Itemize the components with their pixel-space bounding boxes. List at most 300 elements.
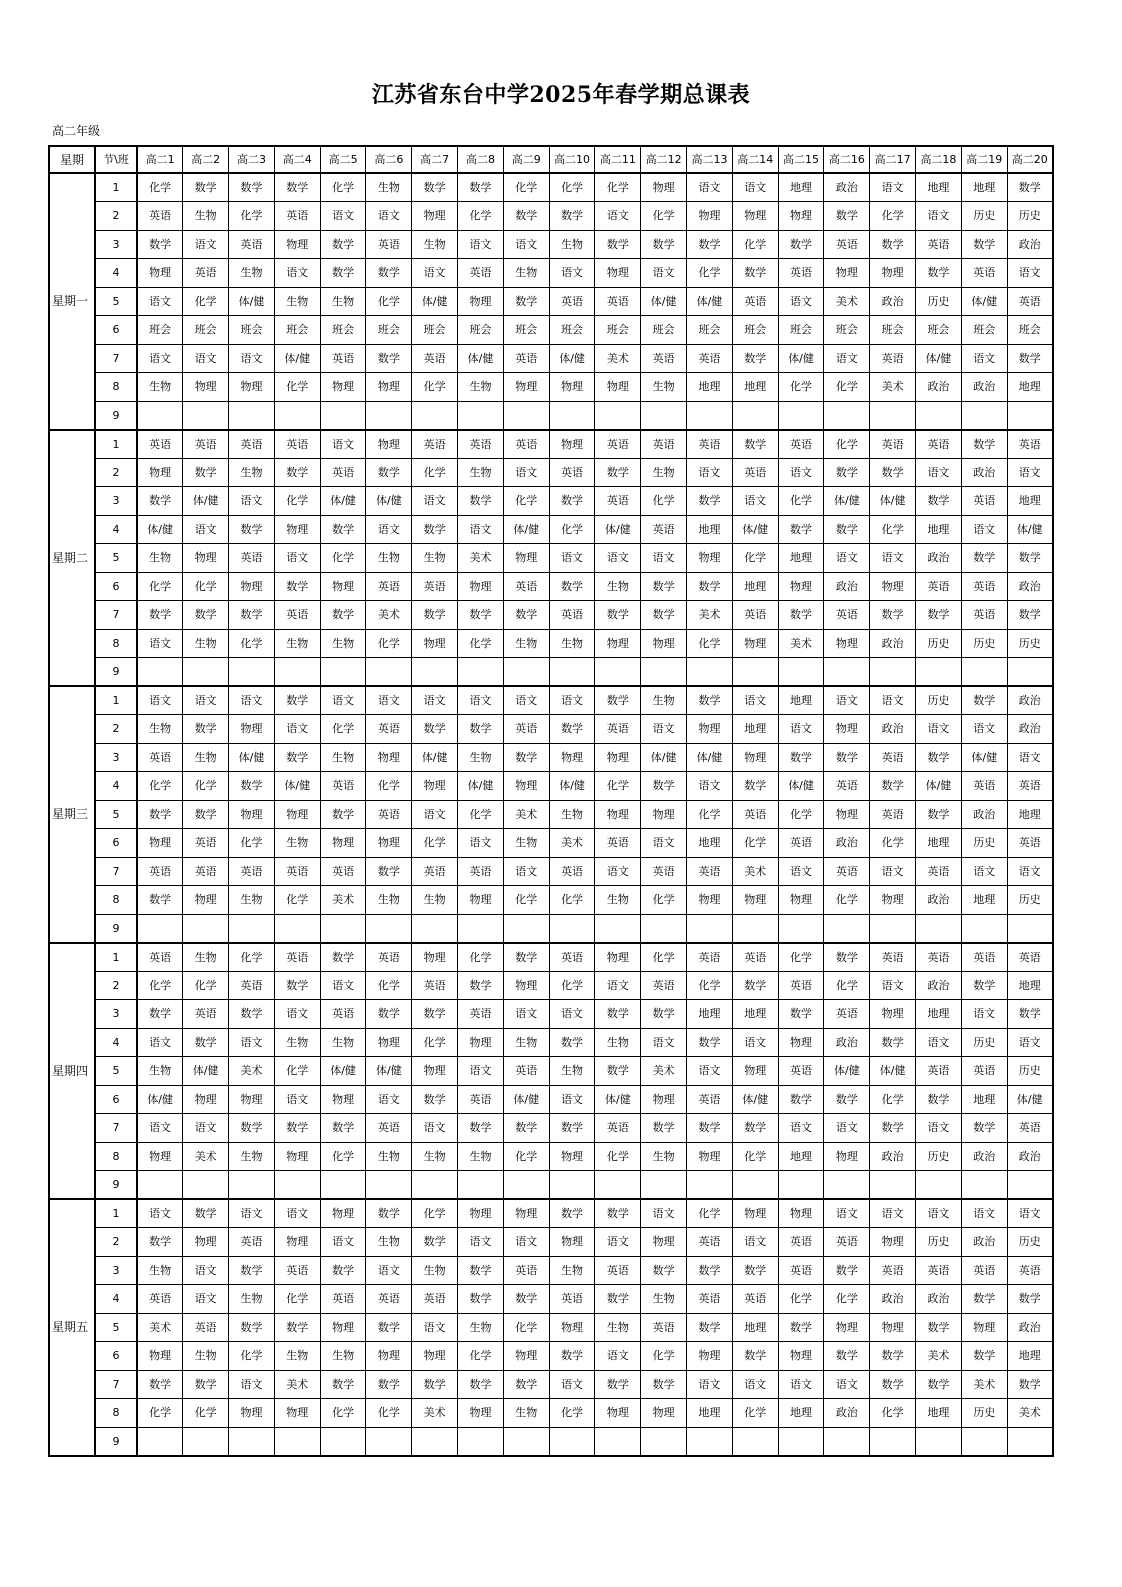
- subject-cell: 语文: [274, 1085, 320, 1114]
- subject-cell: 英语: [366, 715, 412, 744]
- period-row: [49, 886, 1053, 915]
- subject-cell: 化学: [274, 1285, 320, 1314]
- subject-cell: 语文: [549, 1370, 595, 1399]
- subject-cell: 语文: [1007, 857, 1053, 886]
- subject-cell: 数学: [961, 544, 1007, 573]
- subject-cell: 数学: [732, 259, 778, 288]
- subject-cell: 物理: [458, 287, 504, 316]
- subject-cell: 历史: [916, 1142, 962, 1171]
- subject-cell: 英语: [732, 800, 778, 829]
- period-number: 4: [95, 772, 137, 801]
- subject-cell: 化学: [412, 458, 458, 487]
- subject-cell: 英语: [229, 544, 275, 573]
- subject-cell: 数学: [595, 1370, 641, 1399]
- subject-cell: 语文: [961, 1199, 1007, 1228]
- subject-cell: 英语: [320, 458, 366, 487]
- period-row: [49, 914, 1053, 943]
- subject-cell: 数学: [961, 1342, 1007, 1371]
- subject-cell: 语文: [595, 971, 641, 1000]
- subject-cell: 数学: [961, 1285, 1007, 1314]
- subject-cell: 数学: [183, 800, 229, 829]
- subject-cell: 英语: [549, 458, 595, 487]
- subject-cell: 物理: [366, 743, 412, 772]
- subject-cell: 化学: [641, 886, 687, 915]
- subject-cell: [366, 658, 412, 687]
- subject-cell: [824, 658, 870, 687]
- period-number: 1: [95, 943, 137, 972]
- subject-cell: 数学: [732, 344, 778, 373]
- period-number: 9: [95, 914, 137, 943]
- subject-cell: 物理: [320, 829, 366, 858]
- subject-cell: [641, 1171, 687, 1200]
- subject-cell: 语文: [137, 629, 183, 658]
- subject-cell: 生物: [412, 230, 458, 259]
- subject-cell: 美术: [824, 287, 870, 316]
- subject-cell: 英语: [503, 344, 549, 373]
- subject-cell: 语文: [1007, 259, 1053, 288]
- subject-cell: 地理: [732, 715, 778, 744]
- subject-cell: 地理: [916, 173, 962, 202]
- subject-cell: 语文: [824, 344, 870, 373]
- subject-cell: 化学: [870, 1399, 916, 1428]
- subject-cell: 班会: [961, 316, 1007, 345]
- subject-cell: 化学: [412, 829, 458, 858]
- subject-cell: 英语: [824, 1000, 870, 1029]
- subject-cell: [732, 401, 778, 430]
- subject-cell: 语文: [595, 857, 641, 886]
- subject-cell: 英语: [732, 601, 778, 630]
- subject-cell: [137, 1171, 183, 1200]
- subject-cell: 语文: [137, 344, 183, 373]
- subject-cell: 政治: [1007, 230, 1053, 259]
- subject-cell: 物理: [687, 1342, 733, 1371]
- subject-cell: 体/健: [641, 743, 687, 772]
- subject-cell: 物理: [824, 1142, 870, 1171]
- subject-cell: 数学: [137, 601, 183, 630]
- subject-cell: 语文: [549, 1085, 595, 1114]
- subject-cell: 物理: [641, 629, 687, 658]
- subject-cell: 化学: [687, 971, 733, 1000]
- subject-cell: 化学: [595, 173, 641, 202]
- subject-cell: 化学: [778, 943, 824, 972]
- period-row: [49, 1171, 1053, 1200]
- subject-cell: 班会: [778, 316, 824, 345]
- subject-cell: 化学: [641, 487, 687, 516]
- subject-cell: 数学: [641, 1114, 687, 1143]
- subject-cell: 化学: [503, 487, 549, 516]
- subject-cell: 化学: [503, 173, 549, 202]
- period-number: 5: [95, 544, 137, 573]
- subject-cell: 语文: [137, 686, 183, 715]
- subject-cell: 体/健: [1007, 515, 1053, 544]
- subject-cell: 物理: [412, 772, 458, 801]
- subject-cell: 生物: [183, 629, 229, 658]
- subject-cell: 生物: [458, 743, 504, 772]
- subject-cell: 英语: [870, 1256, 916, 1285]
- subject-cell: 美术: [1007, 1399, 1053, 1428]
- subject-cell: 化学: [824, 373, 870, 402]
- period-number: 8: [95, 1399, 137, 1428]
- subject-cell: 地理: [916, 829, 962, 858]
- subject-cell: 化学: [870, 202, 916, 231]
- subject-cell: 化学: [458, 202, 504, 231]
- subject-cell: 语文: [916, 202, 962, 231]
- subject-cell: 化学: [458, 800, 504, 829]
- subject-cell: [824, 1427, 870, 1456]
- subject-cell: 物理: [183, 1228, 229, 1257]
- subject-cell: 英语: [320, 1285, 366, 1314]
- subject-cell: [916, 401, 962, 430]
- subject-cell: 政治: [961, 458, 1007, 487]
- subject-cell: 体/健: [1007, 1085, 1053, 1114]
- subject-cell: 物理: [778, 202, 824, 231]
- subject-cell: 体/健: [320, 487, 366, 516]
- subject-cell: 物理: [778, 1342, 824, 1371]
- subject-cell: 语文: [778, 857, 824, 886]
- period-row: [49, 1199, 1053, 1228]
- subject-cell: 体/健: [778, 772, 824, 801]
- subject-cell: 英语: [870, 430, 916, 459]
- subject-cell: 语文: [366, 515, 412, 544]
- subject-cell: 物理: [274, 1399, 320, 1428]
- subject-cell: 化学: [458, 629, 504, 658]
- subject-cell: 化学: [274, 373, 320, 402]
- subject-cell: 物理: [458, 1028, 504, 1057]
- subject-cell: 政治: [824, 572, 870, 601]
- subject-cell: 英语: [229, 971, 275, 1000]
- subject-cell: 生物: [320, 629, 366, 658]
- subject-cell: 物理: [137, 1342, 183, 1371]
- subject-cell: 生物: [183, 1342, 229, 1371]
- subject-cell: 英语: [458, 1000, 504, 1029]
- subject-cell: 历史: [1007, 202, 1053, 231]
- subject-cell: [1007, 1427, 1053, 1456]
- subject-cell: 生物: [274, 629, 320, 658]
- period-number: 5: [95, 287, 137, 316]
- subject-cell: 物理: [229, 800, 275, 829]
- subject-cell: 英语: [412, 344, 458, 373]
- subject-cell: 物理: [412, 1342, 458, 1371]
- subject-cell: 语文: [458, 1228, 504, 1257]
- subject-cell: [274, 1427, 320, 1456]
- subject-cell: 英语: [870, 943, 916, 972]
- subject-cell: 体/健: [549, 772, 595, 801]
- subject-cell: 语文: [183, 1256, 229, 1285]
- subject-cell: 生物: [595, 1028, 641, 1057]
- subject-cell: 班会: [229, 316, 275, 345]
- subject-cell: 数学: [137, 1228, 183, 1257]
- subject-cell: [549, 658, 595, 687]
- subject-cell: 物理: [641, 173, 687, 202]
- subject-cell: 数学: [687, 1313, 733, 1342]
- subject-cell: 英语: [137, 943, 183, 972]
- subject-cell: 数学: [458, 971, 504, 1000]
- subject-cell: 语文: [229, 1028, 275, 1057]
- subject-cell: 生物: [366, 544, 412, 573]
- subject-cell: 数学: [870, 601, 916, 630]
- subject-cell: [274, 401, 320, 430]
- subject-cell: 英语: [229, 857, 275, 886]
- subject-cell: 体/健: [870, 1057, 916, 1086]
- period-number: 4: [95, 515, 137, 544]
- subject-cell: 数学: [1007, 1370, 1053, 1399]
- subject-cell: 数学: [320, 259, 366, 288]
- subject-cell: 英语: [1007, 287, 1053, 316]
- subject-cell: 化学: [595, 772, 641, 801]
- subject-cell: 生物: [412, 544, 458, 573]
- subject-cell: 地理: [778, 544, 824, 573]
- subject-cell: 英语: [366, 572, 412, 601]
- subject-cell: [732, 914, 778, 943]
- subject-cell: 物理: [687, 202, 733, 231]
- subject-cell: 数学: [778, 1085, 824, 1114]
- period-row: [49, 230, 1053, 259]
- subject-cell: 英语: [732, 458, 778, 487]
- subject-cell: 化学: [366, 971, 412, 1000]
- header-class: 高二11: [595, 146, 641, 173]
- period-number: 7: [95, 857, 137, 886]
- subject-cell: [412, 1427, 458, 1456]
- subject-cell: 物理: [824, 259, 870, 288]
- subject-cell: 语文: [961, 1000, 1007, 1029]
- subject-cell: 政治: [824, 1028, 870, 1057]
- subject-cell: 物理: [687, 544, 733, 573]
- subject-cell: 语文: [503, 1000, 549, 1029]
- subject-cell: 数学: [366, 259, 412, 288]
- subject-cell: 语文: [503, 857, 549, 886]
- subject-cell: 生物: [274, 829, 320, 858]
- period-number: 1: [95, 173, 137, 202]
- subject-cell: [458, 658, 504, 687]
- subject-cell: 数学: [320, 515, 366, 544]
- subject-cell: 英语: [732, 943, 778, 972]
- subject-cell: 物理: [732, 886, 778, 915]
- subject-cell: 英语: [412, 1285, 458, 1314]
- subject-cell: 英语: [274, 430, 320, 459]
- subject-cell: 数学: [229, 1114, 275, 1143]
- subject-cell: 化学: [229, 943, 275, 972]
- subject-cell: [183, 1171, 229, 1200]
- subject-cell: 数学: [549, 572, 595, 601]
- subject-cell: 体/健: [137, 1085, 183, 1114]
- subject-cell: 物理: [320, 1199, 366, 1228]
- subject-cell: 语文: [595, 202, 641, 231]
- subject-cell: 化学: [137, 572, 183, 601]
- subject-cell: [229, 1171, 275, 1200]
- subject-cell: [549, 1427, 595, 1456]
- subject-cell: 物理: [641, 1399, 687, 1428]
- subject-cell: 体/健: [320, 1057, 366, 1086]
- subject-cell: 化学: [320, 1142, 366, 1171]
- header-class: 高二5: [320, 146, 366, 173]
- subject-cell: [549, 914, 595, 943]
- subject-cell: 生物: [366, 1228, 412, 1257]
- subject-cell: [961, 914, 1007, 943]
- subject-cell: 物理: [503, 971, 549, 1000]
- subject-cell: [778, 1427, 824, 1456]
- subject-cell: 班会: [183, 316, 229, 345]
- header-class: 高二13: [687, 146, 733, 173]
- subject-cell: 数学: [458, 173, 504, 202]
- subject-cell: 英语: [1007, 829, 1053, 858]
- subject-cell: 英语: [503, 572, 549, 601]
- subject-cell: 物理: [732, 629, 778, 658]
- subject-cell: 数学: [1007, 601, 1053, 630]
- subject-cell: 化学: [687, 259, 733, 288]
- subject-cell: [274, 658, 320, 687]
- period-row: [49, 1399, 1053, 1428]
- subject-cell: 英语: [961, 943, 1007, 972]
- subject-cell: 化学: [549, 173, 595, 202]
- subject-cell: 地理: [687, 829, 733, 858]
- subject-cell: 化学: [320, 715, 366, 744]
- subject-cell: 生物: [503, 629, 549, 658]
- period-row: [49, 857, 1053, 886]
- subject-cell: 政治: [1007, 686, 1053, 715]
- subject-cell: 物理: [274, 800, 320, 829]
- subject-cell: 政治: [1007, 1313, 1053, 1342]
- subject-cell: 数学: [137, 487, 183, 516]
- subject-cell: 英语: [1007, 430, 1053, 459]
- subject-cell: 数学: [458, 1285, 504, 1314]
- subject-cell: 语文: [549, 544, 595, 573]
- subject-cell: [732, 1171, 778, 1200]
- subject-cell: 英语: [595, 430, 641, 459]
- subject-cell: 化学: [229, 829, 275, 858]
- page-title: 江苏省东台中学2025年春学期总课表: [371, 82, 751, 108]
- day-label: 星期一: [49, 173, 95, 430]
- subject-cell: 化学: [229, 629, 275, 658]
- subject-cell: 生物: [137, 1256, 183, 1285]
- subject-cell: 数学: [641, 772, 687, 801]
- subject-cell: 化学: [732, 1399, 778, 1428]
- subject-cell: 数学: [137, 886, 183, 915]
- subject-cell: 物理: [183, 373, 229, 402]
- subject-cell: 英语: [916, 572, 962, 601]
- subject-cell: 英语: [1007, 1256, 1053, 1285]
- period-number: 2: [95, 458, 137, 487]
- subject-cell: 语文: [870, 857, 916, 886]
- header-class: 高二15: [778, 146, 824, 173]
- subject-cell: 化学: [137, 772, 183, 801]
- subject-cell: 数学: [366, 1199, 412, 1228]
- subject-cell: 物理: [641, 1228, 687, 1257]
- subject-cell: 物理: [778, 1199, 824, 1228]
- subject-cell: 生物: [641, 373, 687, 402]
- subject-cell: 化学: [503, 886, 549, 915]
- subject-cell: 英语: [366, 1114, 412, 1143]
- subject-cell: 物理: [366, 430, 412, 459]
- subject-cell: 数学: [916, 601, 962, 630]
- subject-cell: 数学: [641, 1370, 687, 1399]
- subject-cell: [412, 658, 458, 687]
- subject-cell: 数学: [137, 1370, 183, 1399]
- subject-cell: 英语: [229, 1228, 275, 1257]
- subject-cell: [229, 658, 275, 687]
- subject-cell: 生物: [458, 458, 504, 487]
- subject-cell: 生物: [229, 886, 275, 915]
- subject-cell: 数学: [824, 515, 870, 544]
- day-label: 星期二: [49, 430, 95, 687]
- subject-cell: 政治: [1007, 1142, 1053, 1171]
- subject-cell: 数学: [183, 173, 229, 202]
- subject-cell: 化学: [366, 772, 412, 801]
- subject-cell: 化学: [320, 544, 366, 573]
- subject-cell: 生物: [641, 1142, 687, 1171]
- subject-cell: 地理: [687, 1399, 733, 1428]
- subject-cell: 数学: [366, 344, 412, 373]
- period-row: [49, 1370, 1053, 1399]
- subject-cell: 政治: [916, 886, 962, 915]
- subject-cell: 体/健: [824, 1057, 870, 1086]
- subject-cell: 班会: [503, 316, 549, 345]
- subject-cell: [870, 1171, 916, 1200]
- subject-cell: 物理: [183, 544, 229, 573]
- subject-cell: 语文: [595, 1342, 641, 1371]
- subject-cell: 数学: [870, 230, 916, 259]
- period-row: [49, 943, 1053, 972]
- subject-cell: 数学: [595, 230, 641, 259]
- subject-cell: 数学: [961, 230, 1007, 259]
- subject-cell: 语文: [503, 230, 549, 259]
- subject-cell: 英语: [916, 943, 962, 972]
- subject-cell: 化学: [687, 629, 733, 658]
- subject-cell: 数学: [1007, 1285, 1053, 1314]
- subject-cell: 化学: [137, 971, 183, 1000]
- subject-cell: 语文: [320, 686, 366, 715]
- subject-cell: 数学: [274, 743, 320, 772]
- subject-cell: 语文: [366, 1256, 412, 1285]
- subject-cell: 英语: [641, 1313, 687, 1342]
- subject-cell: 英语: [503, 715, 549, 744]
- subject-cell: 语文: [870, 173, 916, 202]
- subject-cell: 数学: [183, 1028, 229, 1057]
- period-number: 8: [95, 629, 137, 658]
- header-class: 高二14: [732, 146, 778, 173]
- subject-cell: 数学: [503, 1285, 549, 1314]
- subject-cell: 化学: [183, 287, 229, 316]
- subject-cell: 物理: [870, 1000, 916, 1029]
- subject-cell: 物理: [366, 829, 412, 858]
- subject-cell: 英语: [687, 344, 733, 373]
- period-number: 8: [95, 1142, 137, 1171]
- subject-cell: 英语: [961, 1057, 1007, 1086]
- subject-cell: 物理: [870, 259, 916, 288]
- period-number: 5: [95, 800, 137, 829]
- subject-cell: 数学: [412, 1228, 458, 1257]
- subject-cell: 数学: [320, 1114, 366, 1143]
- subject-cell: 数学: [916, 743, 962, 772]
- subject-cell: 数学: [687, 1114, 733, 1143]
- subject-cell: 数学: [503, 202, 549, 231]
- subject-cell: 语文: [412, 800, 458, 829]
- subject-cell: 英语: [137, 743, 183, 772]
- subject-cell: 语文: [824, 1199, 870, 1228]
- subject-cell: 数学: [870, 1028, 916, 1057]
- subject-cell: 生物: [641, 458, 687, 487]
- subject-cell: 英语: [870, 743, 916, 772]
- period-row: [49, 202, 1053, 231]
- subject-cell: 语文: [458, 1057, 504, 1086]
- subject-cell: 语文: [412, 259, 458, 288]
- subject-cell: 英语: [412, 971, 458, 1000]
- subject-cell: 物理: [137, 1142, 183, 1171]
- subject-cell: 数学: [549, 1114, 595, 1143]
- subject-cell: 班会: [595, 316, 641, 345]
- subject-cell: 数学: [595, 1057, 641, 1086]
- period-row: [49, 1256, 1053, 1285]
- subject-cell: 语文: [1007, 743, 1053, 772]
